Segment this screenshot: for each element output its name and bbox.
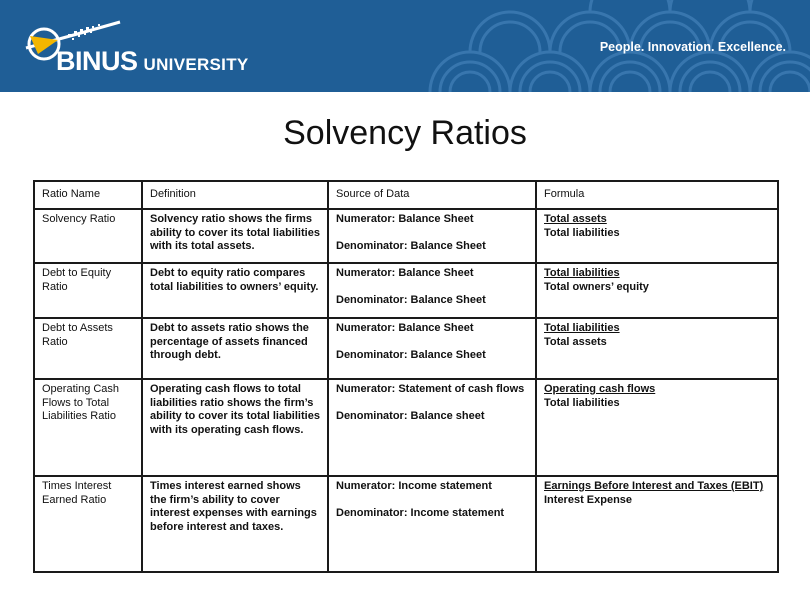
source-cell: [328, 263, 536, 318]
formula-numerator: Total liabilities: [544, 267, 620, 279]
brand-name: BINUS: [56, 46, 138, 76]
solvency-ratios-table: [33, 180, 779, 573]
ratio-name-cell: Times Interest Earned Ratio: [34, 476, 142, 572]
source-denominator: Denominator: Balance Sheet: [336, 293, 486, 306]
formula-numerator: Operating cash flows: [544, 383, 656, 395]
formula-cell: [536, 318, 778, 379]
source-numerator: Numerator: Balance Sheet: [336, 322, 474, 334]
table-header-row: [34, 181, 778, 209]
definition-cell: Debt to assets ratio shows the percentage of assets financed through debt.: [142, 318, 328, 379]
column-header-ratio-name: Ratio Name: [34, 181, 142, 209]
formula-denominator: Total assets: [544, 335, 607, 348]
definition-cell: Debt to equity ratio compares total liabilities to owners’ equity.: [142, 263, 328, 318]
source-denominator: Denominator: Balance Sheet: [336, 348, 486, 361]
tagline: People. Innovation. Excellence.: [599, 40, 786, 54]
source-numerator: Numerator: Balance Sheet: [336, 213, 474, 225]
source-cell: [328, 209, 536, 263]
ratio-name-cell: Solvency Ratio: [34, 209, 142, 263]
table-row: [34, 476, 778, 572]
formula-numerator: Total liabilities: [544, 322, 620, 334]
table-row: [34, 379, 778, 476]
brand-suffix: UNIVERSITY: [143, 55, 249, 74]
definition-cell: Operating cash flows to total liabilities ratio shows the firm’s ability to cover its total liabilities with its operating cash flows.: [142, 379, 328, 476]
formula-numerator: Earnings Before Interest and Taxes (EBIT): [544, 480, 764, 492]
column-header-definition: Definition: [142, 181, 328, 209]
formula-cell: [536, 209, 778, 263]
table-row: [34, 263, 778, 318]
formula-cell: [536, 263, 778, 318]
ratio-name-cell: Debt to Assets Ratio: [34, 318, 142, 379]
source-cell: [328, 379, 536, 476]
formula-cell: [536, 379, 778, 476]
source-numerator: Numerator: Statement of cash flows: [336, 383, 525, 395]
source-denominator: Denominator: Balance sheet: [336, 409, 485, 422]
column-header-formula: Formula: [536, 181, 778, 209]
formula-denominator: Total liabilities: [544, 226, 620, 239]
ratio-name-cell: Debt to Equity Ratio: [34, 263, 142, 318]
formula-denominator: Total owners’ equity: [544, 280, 649, 293]
source-denominator: Denominator: Balance Sheet: [336, 239, 486, 252]
source-denominator: Denominator: Income statement: [336, 506, 505, 519]
source-numerator: Numerator: Income statement: [336, 480, 492, 492]
logo-wordmark: [56, 46, 249, 77]
table-row: [34, 318, 778, 379]
page-title: Solvency Ratios: [283, 114, 527, 152]
header-banner: [0, 0, 810, 92]
definition-cell: Times interest earned shows the firm’s ability to cover interest expenses with earnings before interest and taxes.: [142, 476, 328, 572]
ratio-name-cell: Operating Cash Flows to Total Liabilities Ratio: [34, 379, 142, 476]
table-row: [34, 209, 778, 263]
column-header-source: Source of Data: [328, 181, 536, 209]
source-cell: [328, 318, 536, 379]
formula-denominator: Total liabilities: [544, 396, 620, 409]
formula-denominator: Interest Expense: [544, 493, 633, 506]
formula-numerator: Total assets: [544, 213, 607, 225]
formula-cell: [536, 476, 778, 572]
definition-cell: Solvency ratio shows the firms ability to cover its total liabilities with its total assets.: [142, 209, 328, 263]
source-numerator: Numerator: Balance Sheet: [336, 267, 474, 279]
source-cell: [328, 476, 536, 572]
